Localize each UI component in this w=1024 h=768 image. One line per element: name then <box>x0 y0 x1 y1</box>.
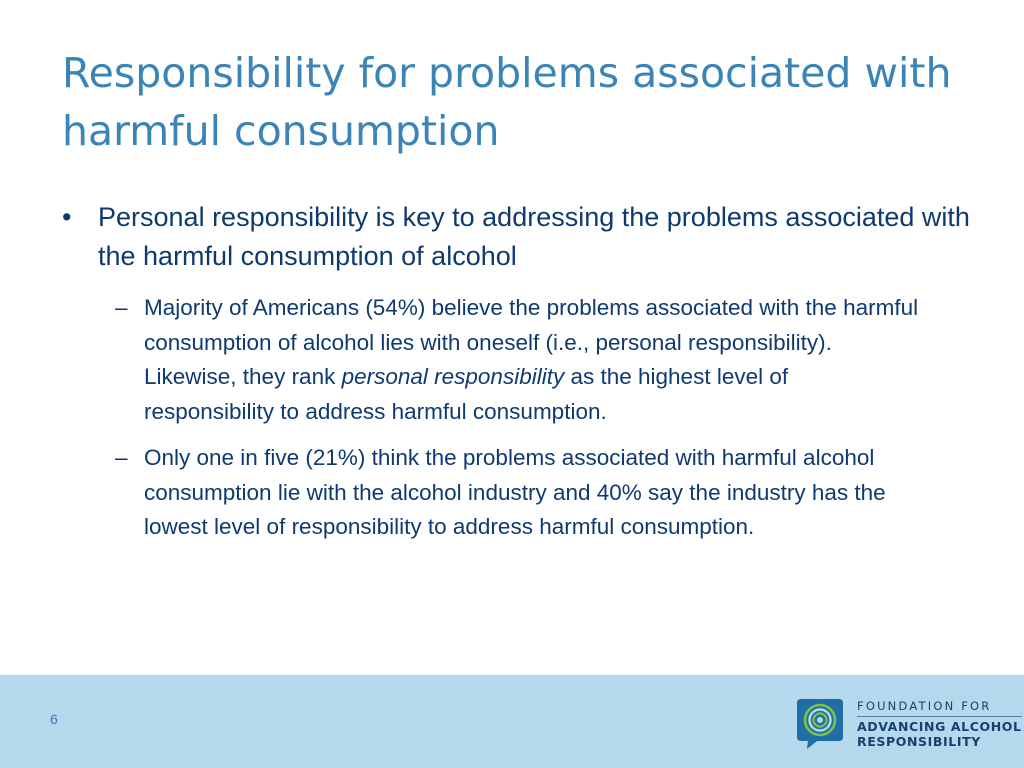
logo-line-2: ADVANCING ALCOHOL <box>857 719 1022 734</box>
dash-marker: – <box>115 445 128 470</box>
dash-marker: – <box>115 295 128 320</box>
sub-point-text-part: Only one in five (21%) think the problems associated with harmful alcohol consumption lie with the alcohol industry and 40% say the industry has the lowest level of responsibility to address harmful consumption. <box>144 445 886 539</box>
speech-bubble-target-icon <box>795 697 845 751</box>
logo-line-3: RESPONSIBILITY <box>857 734 981 749</box>
footer-band <box>0 675 1024 768</box>
sub-point-italic-text: personal responsibility <box>341 364 565 389</box>
sub-point-text <box>144 441 924 545</box>
page-number: 6 <box>50 711 58 727</box>
logo-divider <box>857 716 1022 717</box>
sub-point-text-part: as the highest level of responsibility to address harmful consumption. <box>144 364 789 424</box>
main-bullet-point <box>56 198 976 276</box>
sub-bullet-point <box>115 291 976 429</box>
slide-body <box>56 198 976 557</box>
sub-point-text <box>144 291 924 429</box>
foundation-logo <box>795 697 1022 751</box>
logo-line-1: FOUNDATION FOR <box>857 699 992 713</box>
bullet-marker: • <box>62 202 72 232</box>
sub-point-text-part: Majority of Americans (54%) believe the problems associated with the harmful consumption of alcohol lies with oneself (i.e., personal responsibility). Likewise, they rank <box>144 295 919 389</box>
logo-wordmark <box>857 699 1022 749</box>
main-point-text: Personal responsibility is key to addressing the problems associated with the harmful consumption of alcohol <box>98 202 970 271</box>
sub-bullet-list <box>56 291 976 545</box>
sub-bullet-point <box>115 441 976 545</box>
slide-title: Responsibility for problems associated with harmful consumption <box>62 49 952 155</box>
